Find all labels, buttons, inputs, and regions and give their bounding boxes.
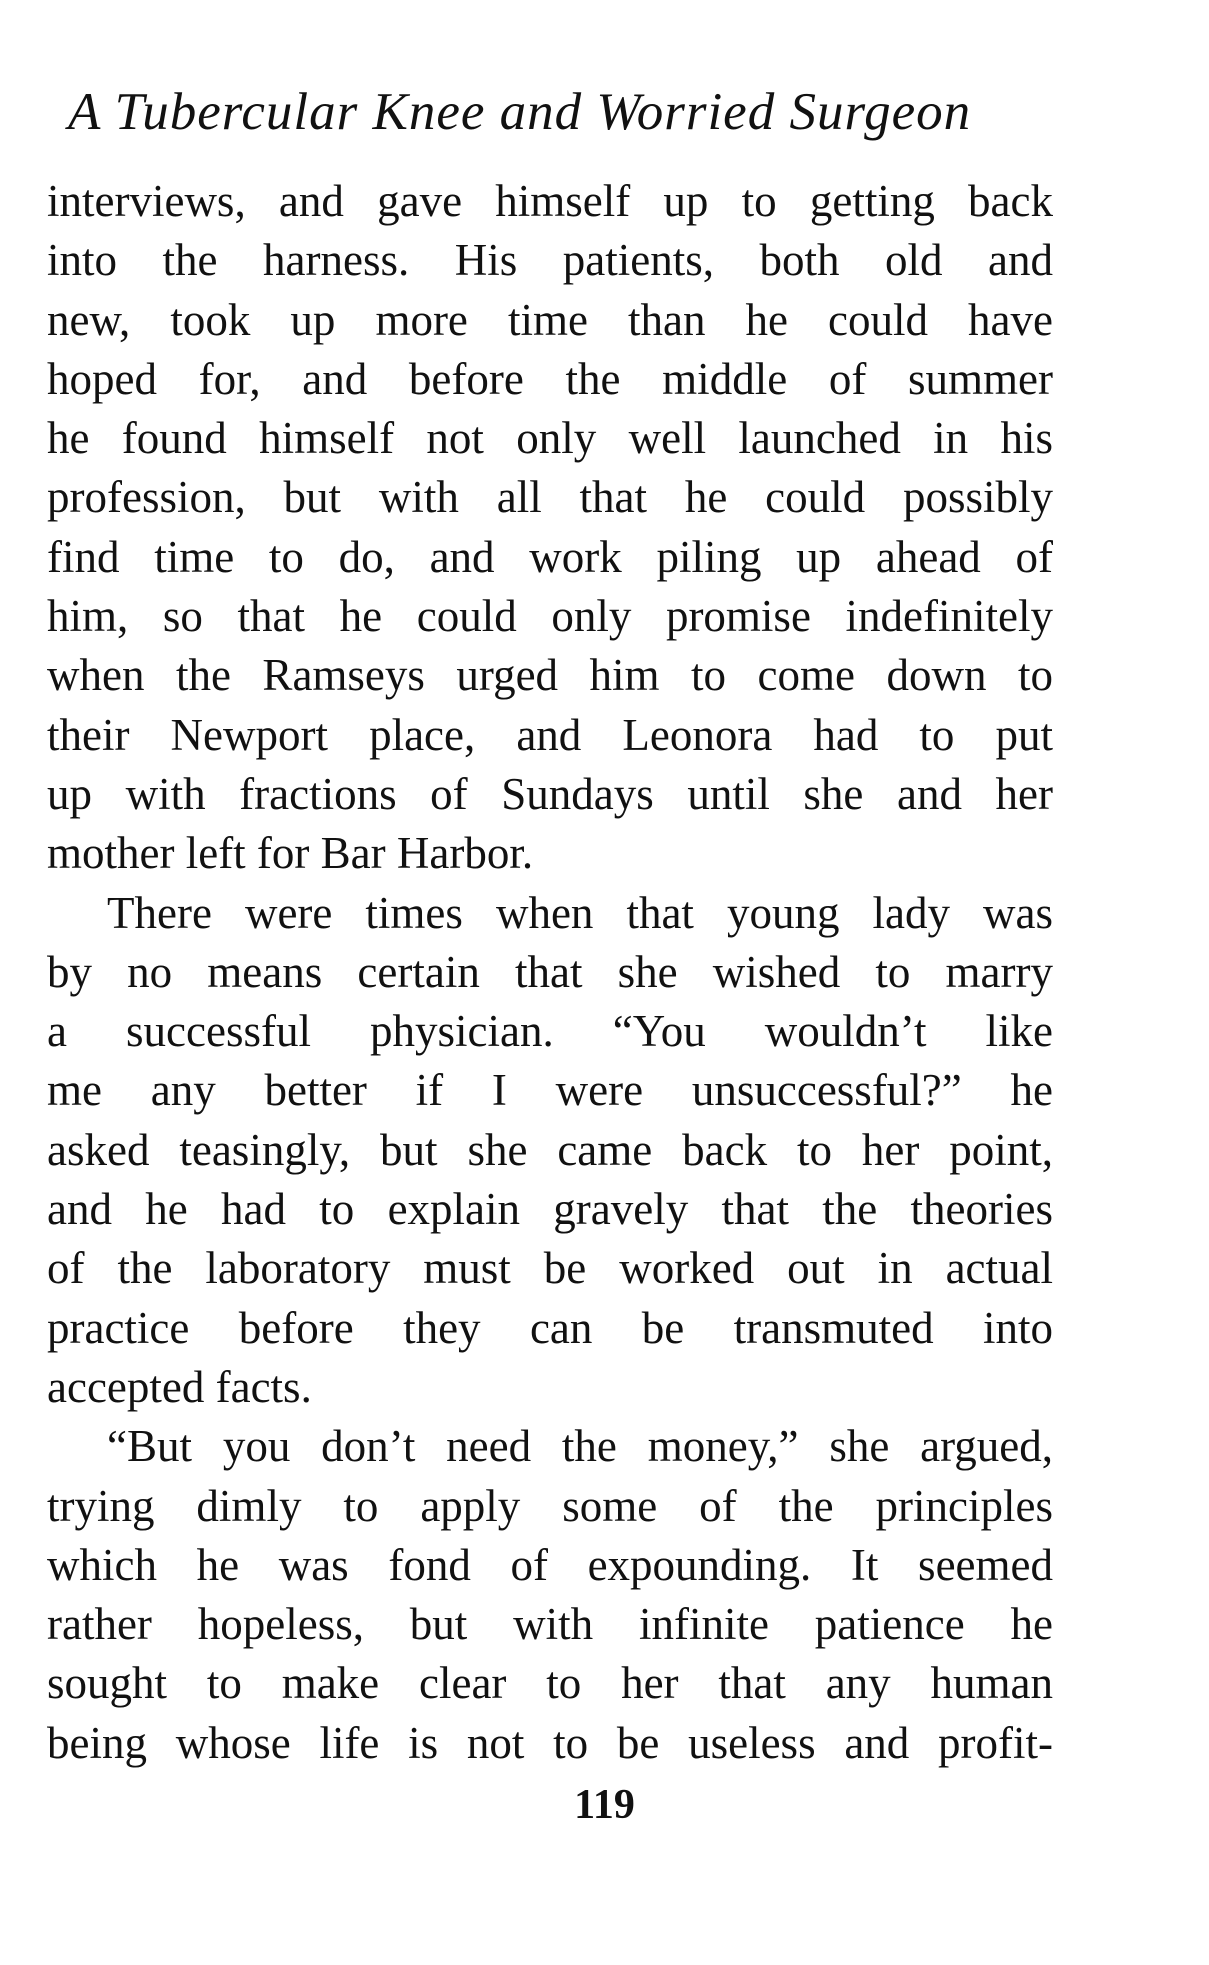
text-line: trying dimly to apply some of the principles [47, 1480, 1053, 1531]
text-line: accepted facts. [47, 1361, 312, 1412]
text-line: There were times when that young lady was [107, 887, 1053, 938]
text-line: practice before they can be transmuted into [47, 1302, 1053, 1353]
text-line: interviews, and gave himself up to getting back [47, 176, 1053, 226]
text-line: by no means certain that she wished to marry [47, 946, 1053, 997]
text-line: of the laboratory must be worked out in actual [47, 1243, 1053, 1294]
text-line: into the harness. His patients, both old and [47, 235, 1053, 286]
text-line: profession, but with all that he could possibly [47, 472, 1053, 523]
text-line: he found himself not only well launched in his [47, 413, 1053, 464]
body-text [47, 172, 1053, 1773]
text-line: rather hopeless, but with infinite patience he [47, 1599, 1053, 1650]
text-line: up with fractions of Sundays until she and her [47, 768, 1053, 819]
text-line: me any better if I were unsuccessful?” he [47, 1065, 1053, 1116]
text-line: new, took up more time than he could have [47, 294, 1053, 345]
text-line: a successful physician. “You wouldn’t like [47, 1006, 1053, 1057]
text-line: which he was fond of expounding. It seemed [47, 1539, 1053, 1590]
text-line: “But you don’t need the money,” she argued, [107, 1421, 1053, 1472]
text-line: mother left for Bar Harbor. [47, 828, 534, 879]
page-number: 119 [574, 1782, 635, 1828]
text-line: hoped for, and before the middle of summer [47, 353, 1053, 404]
text-line: sought to make clear to her that any human [47, 1658, 1053, 1709]
text-line: asked teasingly, but she came back to her point, [47, 1124, 1053, 1175]
text-line: when the Ramseys urged him to come down to [47, 650, 1053, 701]
text-line: being whose life is not to be useless and profit- [47, 1717, 1053, 1768]
text-line: their Newport place, and Leonora had to put [47, 709, 1053, 760]
text-line: find time to do, and work piling up ahead of [47, 531, 1053, 582]
running-head: A Tubercular Knee and Worried Surgeon [68, 83, 972, 141]
text-line: him, so that he could only promise indefinitely [47, 591, 1053, 642]
text-line: and he had to explain gravely that the theories [47, 1184, 1053, 1235]
